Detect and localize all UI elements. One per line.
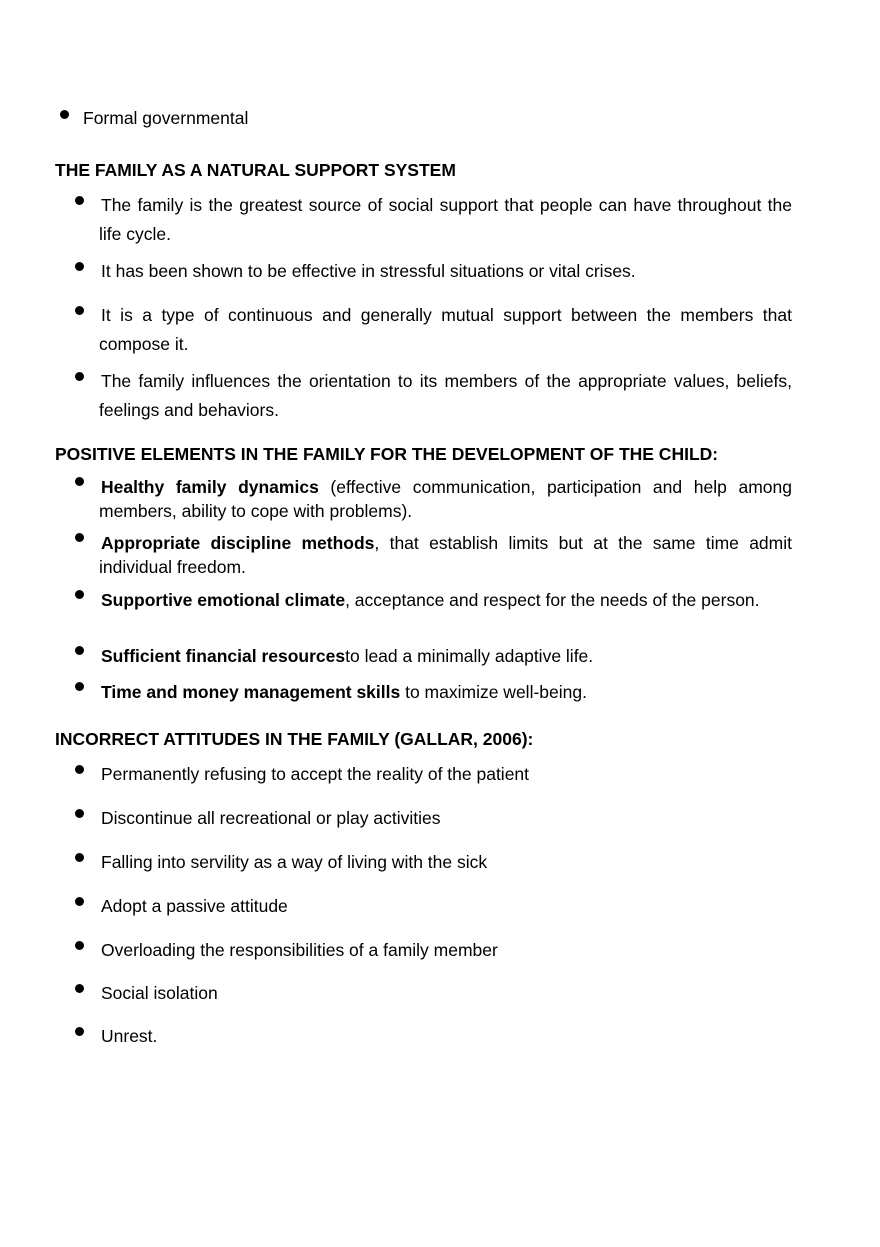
list-item: Falling into servility as a way of living with the sick [101,852,488,872]
list-item: The family is the greatest source of social support that people can have throughout the life cycle. [99,195,792,244]
list-item-text: , acceptance and respect for the needs of the person. [345,590,760,610]
list-item-bold-term: Time and money management skills [101,682,401,702]
bullet-icon [75,984,84,993]
list-item: The family influences the orientation to its members of the appropriate values, beliefs, feelings and behaviors. [99,371,792,420]
bullet-icon [75,646,84,655]
list-item [99,531,792,579]
list-item-bold-term: Supportive emotional climate [101,590,346,610]
bullet-icon [75,196,84,205]
bullet-icon [75,682,84,691]
list-item-text: to maximize well-being. [400,682,587,702]
list-item-text: to lead a minimally adaptive life. [345,646,594,666]
list-item: Unrest. [101,1026,158,1046]
section-heading-natural-support: THE FAMILY AS A NATURAL SUPPORT SYSTEM [55,160,456,180]
bullet-icon [75,477,84,486]
bullet-icon [75,262,84,271]
bullet-icon [75,306,84,315]
list-item-bold-term: Healthy family dynamics [101,477,319,497]
list-item: Permanently refusing to accept the reality of the patient [101,764,530,784]
list-item: It is a type of continuous and generally mutual support between the members that compose it. [99,305,792,354]
list-item [99,475,792,523]
list-item [101,644,794,668]
list-item: Discontinue all recreational or play activities [101,808,441,828]
bullet-icon [75,533,84,542]
list-item [99,588,792,612]
bullet-icon [75,941,84,950]
list-item-bold-term: Sufficient financial resources [101,646,346,666]
bullet-icon [75,853,84,862]
list-item-text: (effective communication, participation and help among members, ability to cope with problems). [99,477,792,521]
list-item: Overloading the responsibilities of a family member [101,940,498,960]
section-heading-incorrect-attitudes: INCORRECT ATTITUDES IN THE FAMILY (GALLAR, 2006): [55,729,534,749]
list-item-text: , that establish limits but at the same time admit individual freedom. [99,533,792,577]
bullet-icon [75,809,84,818]
bullet-icon [75,1027,84,1036]
section-heading-positive-elements: POSITIVE ELEMENTS IN THE FAMILY FOR THE DEVELOPMENT OF THE CHILD: [55,444,719,464]
list-item: Social isolation [101,983,218,1003]
intro-list-item: Formal governmental [83,108,249,128]
bullet-icon [75,897,84,906]
bullet-icon [75,590,84,599]
list-item: Adopt a passive attitude [101,896,288,916]
bullet-icon [75,765,84,774]
list-item [101,680,794,704]
list-item-bold-term: Appropriate discipline methods [101,533,375,553]
bullet-icon [75,372,84,381]
bullet-icon [60,110,69,119]
list-item: It has been shown to be effective in stressful situations or vital crises. [101,261,636,281]
